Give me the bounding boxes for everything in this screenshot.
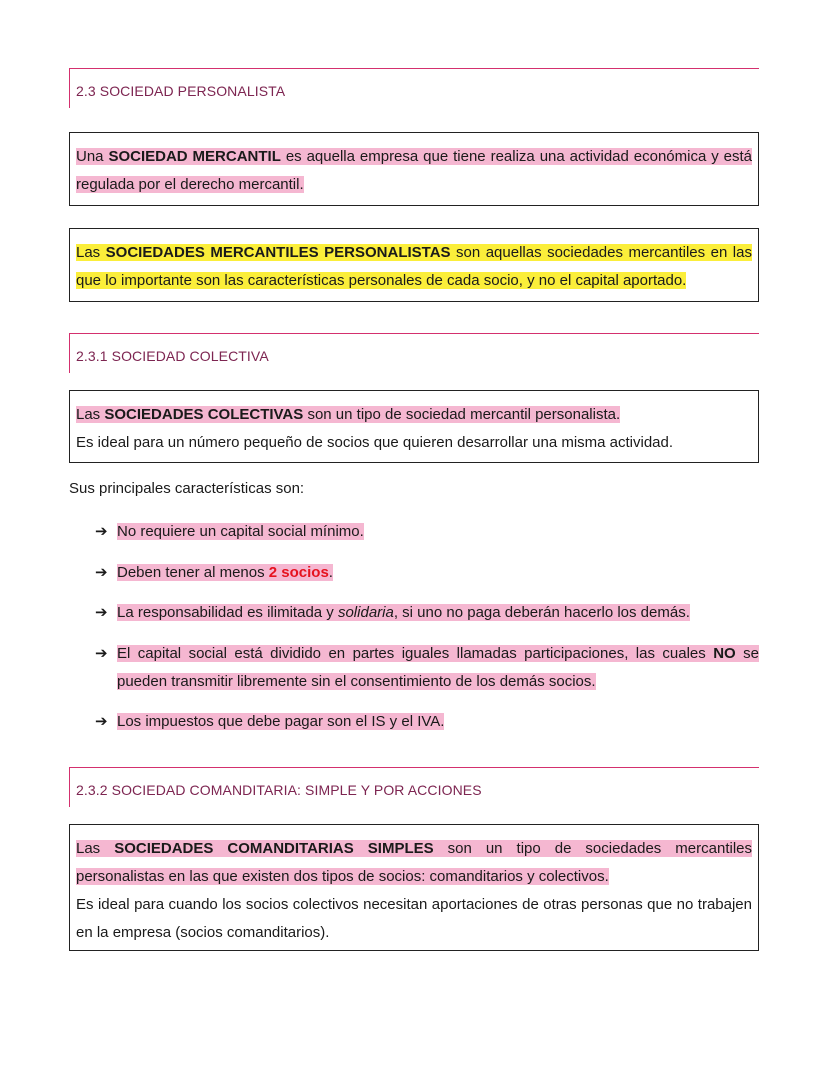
definition-box-personalistas: [69, 228, 759, 302]
list-item: ➔ El capital social está dividido en partes iguales llamadas participaciones, las cuales NO se pueden transmitir libremente sin el consentimiento de los demás socios.: [95, 640, 759, 696]
section-heading-2-3-2: [69, 767, 759, 807]
list-item: ➔ Los impuestos que debe pagar son el IS y el IVA.: [95, 708, 759, 736]
section-heading-2-3: [69, 68, 759, 108]
section-title: 2.3.1 SOCIEDAD COLECTIVA: [76, 348, 269, 364]
section-title: 2.3.2 SOCIEDAD COMANDITARIA: SIMPLE Y POR ACCIONES: [76, 782, 482, 798]
highlighted-text: Las SOCIEDADES COMANDITARIAS SIMPLES son un tipo de sociedades mercantiles personalistas en las que existen dos tipos de socios: comanditarios y colectivos.: [76, 840, 753, 885]
highlighted-text: Las SOCIEDADES COLECTIVAS son un tipo de sociedad mercantil personalista.: [76, 406, 621, 423]
highlighted-text: Una SOCIEDAD MERCANTIL es aquella empresa que tiene realiza una actividad económica y está regulada por el derecho mercantil.: [76, 148, 753, 193]
list-item: ➔ La responsabilidad es ilimitada y solidaria, si uno no paga deberán hacerlo los demás.: [95, 599, 759, 627]
section-title: 2.3 SOCIEDAD PERSONALISTA: [76, 83, 286, 99]
body-text: Es ideal para un número pequeño de socios que quieren desarrollar una misma actividad.: [76, 434, 674, 451]
characteristics-intro: Sus principales características son:: [69, 480, 305, 497]
definition-box-sociedad-mercantil: [69, 132, 759, 206]
arrow-icon: ➔: [95, 604, 108, 621]
list-item: ➔ No requiere un capital social mínimo.: [95, 518, 759, 546]
definition-box-comanditarias: [69, 824, 759, 951]
body-text: Es ideal para cuando los socios colectivos necesitan aportaciones de otras personas que no trabajen en la empresa (socios comanditarios).: [76, 896, 752, 941]
list-item: ➔ Deben tener al menos 2 socios.: [95, 559, 759, 587]
section-heading-2-3-1: [69, 333, 759, 373]
definition-box-colectivas: [69, 390, 759, 463]
arrow-icon: ➔: [95, 713, 108, 730]
arrow-icon: ➔: [95, 645, 108, 662]
arrow-icon: ➔: [95, 523, 108, 540]
arrow-icon: ➔: [95, 564, 108, 581]
highlighted-text: Las SOCIEDADES MERCANTILES PERSONALISTAS son aquellas sociedades mercantiles en las que lo importante son las características personales de cada socio, y no el capital aportado.: [76, 244, 752, 289]
